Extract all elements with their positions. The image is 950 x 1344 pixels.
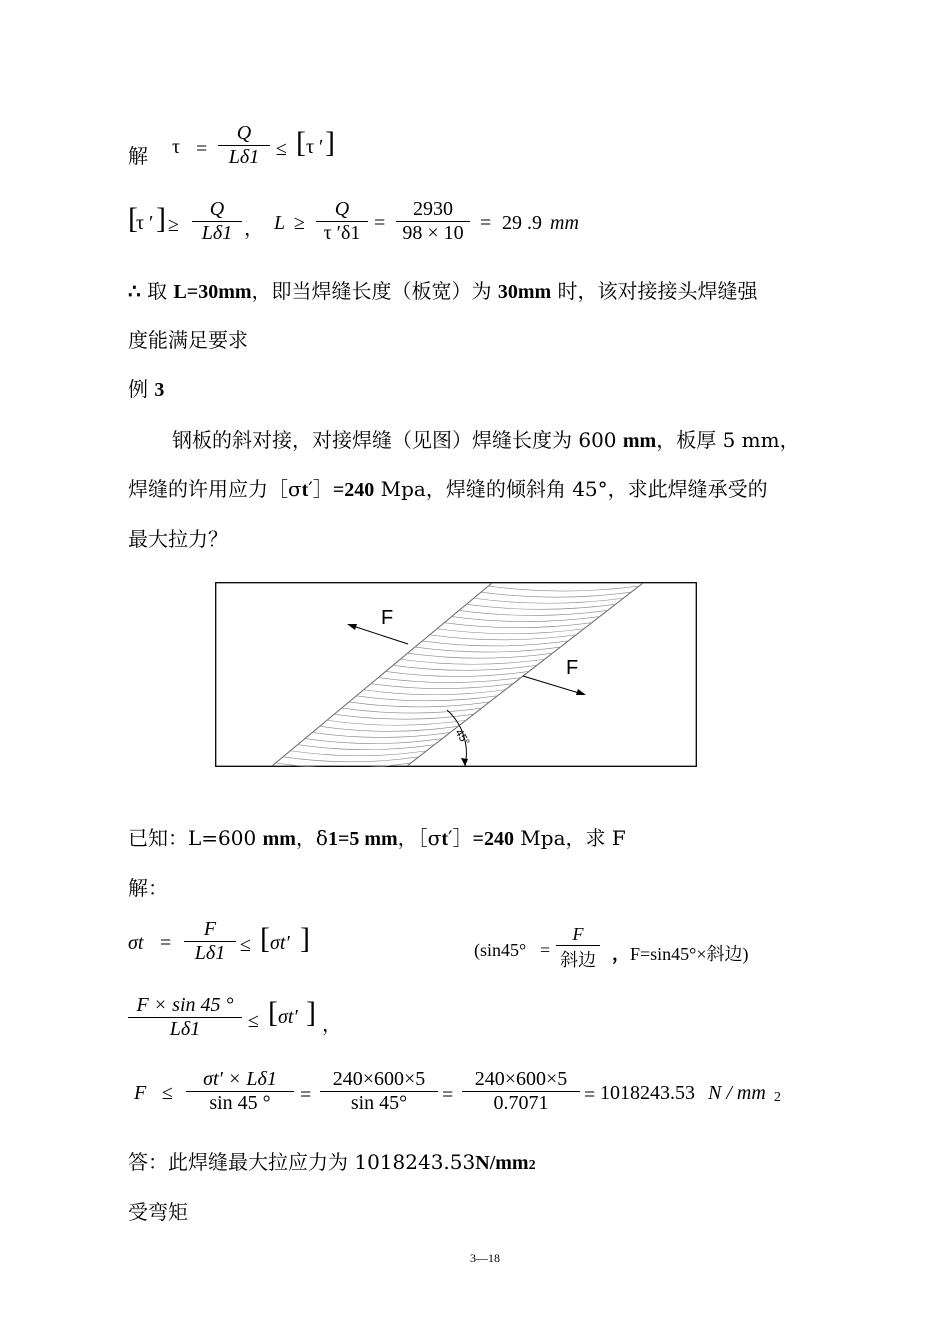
weld-hatch-line (408, 653, 553, 658)
result-unit: N / mm (708, 1082, 766, 1104)
known-values: 已知：L=600 mm，δ1=5 mm，［σt′］=240 Mpa，求 F (128, 826, 626, 850)
conclusion-line-2: 度能满足要求 (128, 328, 248, 352)
weld-hatch-line (327, 720, 466, 725)
right-bracket: ] (306, 996, 316, 1029)
leq-sign: ≤ (240, 934, 251, 956)
weld-hatch-line (422, 641, 568, 646)
left-bracket: [ (260, 922, 270, 955)
weld-hatch-line (305, 739, 442, 744)
conclusion-line-1: ∴ 取 L=30mm，即当焊缝长度（板宽）为 30mm 时，该对接接头焊缝强 (128, 279, 758, 303)
arrowhead-right (576, 689, 586, 695)
fraction-q-over-ld1: Q Lδ1 (218, 122, 270, 169)
arrowhead-left (347, 624, 357, 630)
angle-label: 45° (452, 727, 472, 748)
weld-hatch-line (466, 604, 615, 609)
weld-hatch-line (320, 726, 458, 731)
allowable-tau: τ ′ (136, 212, 154, 234)
allowable-sigma-t: σt′ (270, 932, 290, 954)
left-bracket: [ (268, 996, 278, 1029)
weld-hatch-line (349, 702, 490, 707)
result-value: 1018243.53 (600, 1082, 695, 1104)
page-number: 3—18 (470, 1251, 500, 1265)
weld-hatch-line (488, 586, 639, 591)
equals-sign: = (196, 138, 208, 160)
weld-diagram (215, 582, 697, 767)
weld-hatch-line (298, 745, 435, 750)
length-symbol: L (274, 212, 286, 234)
equals-sign: = (442, 1084, 454, 1106)
leq-sign: ≤ (248, 1010, 259, 1032)
weld-hatch-line (342, 708, 482, 713)
equals-sign: = (584, 1084, 596, 1106)
result-unit: mm (550, 212, 579, 234)
angle-arrowhead (461, 758, 468, 766)
weld-hatch-line (290, 751, 426, 756)
geq-sign: ≥ (294, 212, 305, 234)
solution-label-2: 解： (128, 876, 168, 900)
problem-line-1: 钢板的斜对接，对接焊缝（见图）焊缝长度为 600 mm，板厚 5 mm， (172, 428, 800, 452)
fraction-fsin45-over-ld1: F × sin 45 ° Lδ1 (128, 994, 242, 1041)
sigma-t: σt (128, 932, 144, 954)
weld-hatch-line (437, 629, 584, 634)
fraction-f-over-hypotenuse: F 斜边 (556, 924, 600, 972)
weld-hatch-line (415, 647, 560, 652)
problem-line-3: 最大拉力？ (128, 527, 228, 551)
force-label-2: F (566, 657, 579, 679)
force-label-1: F (381, 607, 394, 629)
result-value: 29 .9 (502, 212, 542, 234)
tau-symbol: τ (172, 136, 181, 158)
example-heading: 例 3 (128, 377, 165, 401)
left-bracket: [ (128, 202, 138, 235)
section-heading-bending: 受弯矩 (128, 1200, 188, 1224)
side-note-rest: ，F=sin45°×斜边) (612, 944, 749, 964)
result-exponent: 2 (774, 1090, 781, 1105)
force-symbol: F (134, 1082, 147, 1104)
fraction-numeric-1: 240×600×5 sin 45° (320, 1068, 438, 1115)
therefore-symbol: ∴ (128, 279, 141, 303)
weld-hatch-line (459, 610, 608, 615)
weld-hatch-line (430, 635, 576, 640)
fraction-q-over-tau-d1: Q τ ′δ1 (316, 198, 368, 245)
leq-sign: ≤ (276, 138, 287, 160)
equals-sign: = (160, 932, 172, 954)
weld-hatch-line (312, 732, 450, 737)
fraction-f-over-ld1: F Lδ1 (184, 918, 236, 965)
fraction-2930-over-98x10: 2930 98 × 10 (396, 198, 470, 245)
geq-sign: ≥ (168, 214, 179, 236)
fraction-q-over-ld1: Q Lδ1 (192, 198, 242, 245)
weld-hatch-line (474, 598, 624, 603)
comma: ， (244, 216, 264, 240)
right-bracket: ] (325, 126, 335, 159)
weld-hatch-line (283, 757, 419, 762)
weld-hatch-line (481, 592, 631, 597)
side-note-open: (sin45° (474, 940, 527, 960)
comma: ， (322, 1012, 342, 1036)
left-bracket: [ (296, 126, 306, 159)
right-bracket: ] (156, 202, 166, 235)
equals-sign: = (480, 212, 492, 234)
weld-hatch-line (444, 623, 592, 628)
solution-label: 解 (128, 144, 148, 168)
right-bracket: ] (300, 922, 310, 955)
equals-sign: = (374, 212, 386, 234)
allowable-tau: τ ′ (306, 136, 324, 158)
answer-line: 答：此焊缝最大拉应力为 1018243.53N/mm2 (128, 1150, 536, 1174)
weld-hatch-line (356, 696, 497, 701)
leq-sign: ≤ (162, 1082, 173, 1104)
weld-hatch-line (371, 684, 513, 689)
weld-hatch-line (393, 665, 537, 670)
weld-hatch-line (452, 617, 600, 622)
equals-sign: = (540, 940, 551, 960)
weld-hatch-line (386, 671, 529, 676)
fraction-main: σt′ × Lδ1 sin 45 ° (186, 1068, 294, 1115)
problem-line-2: 焊缝的许用应力［σt′］=240 Mpa，焊缝的倾斜角 45°，求此焊缝承受的 (128, 477, 768, 501)
fraction-numeric-2: 240×600×5 0.7071 (462, 1068, 580, 1115)
allowable-sigma-t: σt′ (278, 1006, 298, 1028)
equals-sign: = (300, 1084, 312, 1106)
weld-hatch-line (378, 678, 521, 683)
weld-hatch-line (400, 659, 544, 664)
weld-hatch-line (364, 690, 506, 695)
